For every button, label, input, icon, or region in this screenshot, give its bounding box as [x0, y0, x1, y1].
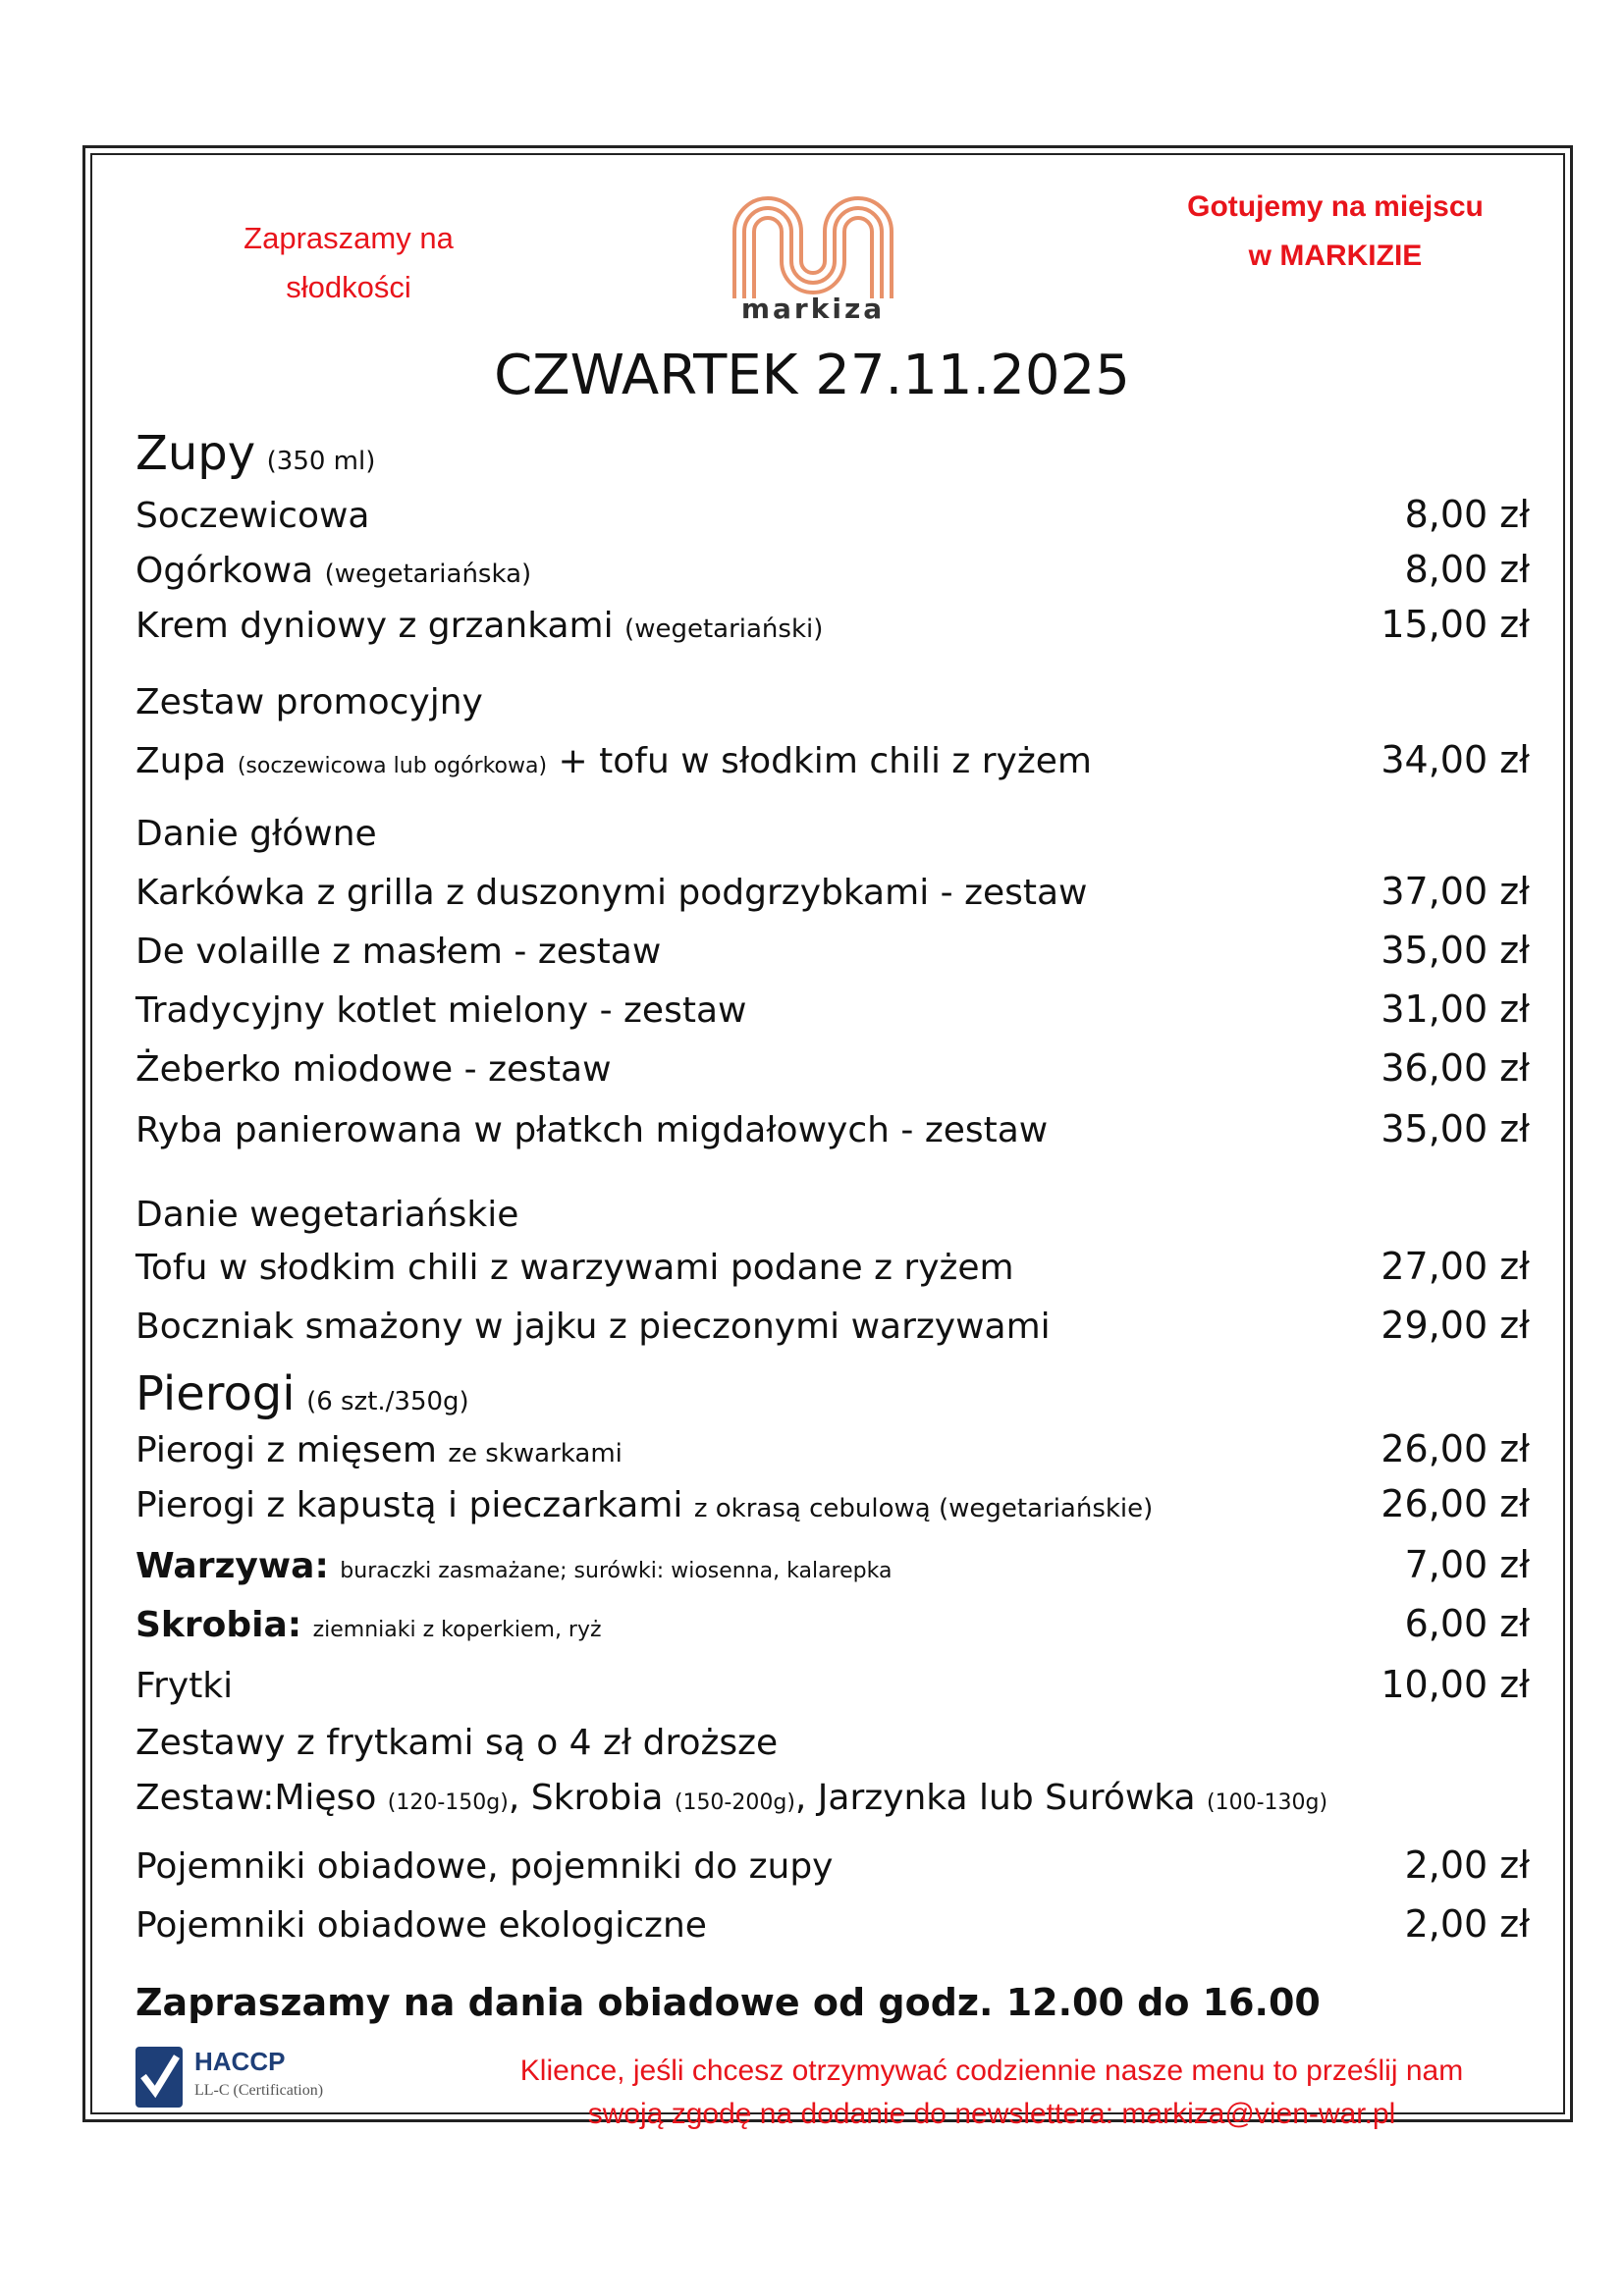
menu-row-skrobia: Skrobia: ziemniaki z koperkiem, ryż 6,00 zł [135, 1602, 1530, 1645]
newsletter-invite: Klience, jeśli chcesz otrzymywać codziennie nasze menu to prześlij nam swoją zgodę na dodanie do newslettera: markiza@vien-war.pl [519, 2055, 1464, 2130]
menu-row-tofu: Tofu w słodkim chili z warzywami podane z ryżem 27,00 zł [135, 1245, 1530, 1288]
page-title: CZWARTEK 27.11.2025 [494, 344, 1130, 407]
menu-row-krem: Krem dyniowy z grzankami (wegetariański) 15,00 zł [135, 603, 1530, 646]
menu-row-zeberko: Żeberko miodowe - zestaw 36,00 zł [135, 1046, 1530, 1090]
menu-row-pierogi-kapusta: Pierogi z kapustą i pieczarkami z okrasą cebulową (wegetariańskie) 26,00 zł [135, 1482, 1530, 1525]
frytki-surcharge-note: Zestawy z frytkami są o 4 zł droższe [135, 1723, 779, 1763]
logo-wordmark: markiza [740, 293, 886, 325]
menu-row-promo: Zupa (soczewicowa lub ogórkowa) + tofu w słodkim chili z ryżem 34,00 zł [135, 738, 1530, 781]
menu-row-soczewicowa: Soczewicowa 8,00 zł [135, 493, 1530, 536]
section-veg: Danie wegetariańskie [135, 1195, 519, 1235]
haccp-check-icon [135, 2047, 183, 2108]
menu-row-pierogi-mieso: Pierogi z mięsem ze skwarkami 26,00 zł [135, 1427, 1530, 1470]
lunch-hours: Zapraszamy na dania obiadowe od godz. 12.00 do 16.00 [135, 1981, 1321, 2024]
menu-row-kotlet: Tradycyjny kotlet mielony - zestaw 31,00 zł [135, 988, 1530, 1031]
section-pierogi: Pierogi (6 szt./350g) [135, 1366, 469, 1421]
menu-row-karkowka: Karkówka z grilla z duszonymi podgrzybkami - zestaw 37,00 zł [135, 870, 1530, 913]
haccp-badge: HACCP LL-C (Certification) [135, 2047, 352, 2108]
menu-row-pojemniki: Pojemniki obiadowe, pojemniki do zupy 2,00 zł [135, 1843, 1530, 1887]
sweets-invite: Zapraszamy na słodkości [244, 221, 454, 304]
cook-on-site-note: Gotujemy na miejscu w MARKIZIE [1187, 190, 1484, 272]
menu-row-warzywa: Warzywa: buraczki zasmażane; surówki: wiosenna, kalarepka 7,00 zł [135, 1543, 1530, 1586]
menu-row-ogorkowa: Ogórkowa (wegetariańska) 8,00 zł [135, 548, 1530, 591]
section-zupy: Zupy (350 ml) [135, 426, 376, 481]
section-promo: Zestaw promocyjny [135, 682, 483, 722]
menu-row-frytki: Frytki 10,00 zł [135, 1663, 1530, 1706]
set-composition-note: Zestaw:Mięso (120-150g), Skrobia (150-200g), Jarzynka lub Surówka (100-130g) [135, 1778, 1328, 1818]
section-main: Danie główne [135, 814, 377, 854]
menu-row-boczniak: Boczniak smażony w jajku z pieczonymi warzywami 29,00 zł [135, 1304, 1530, 1347]
menu-row-ryba: Ryba panierowana w płatkch migdałowych - zestaw 35,00 zł [135, 1107, 1530, 1150]
markiza-logo-icon [729, 192, 897, 300]
menu-row-devolaille: De volaille z masłem - zestaw 35,00 zł [135, 929, 1530, 972]
menu-row-pojemniki-eko: Pojemniki obiadowe ekologiczne 2,00 zł [135, 1902, 1530, 1946]
